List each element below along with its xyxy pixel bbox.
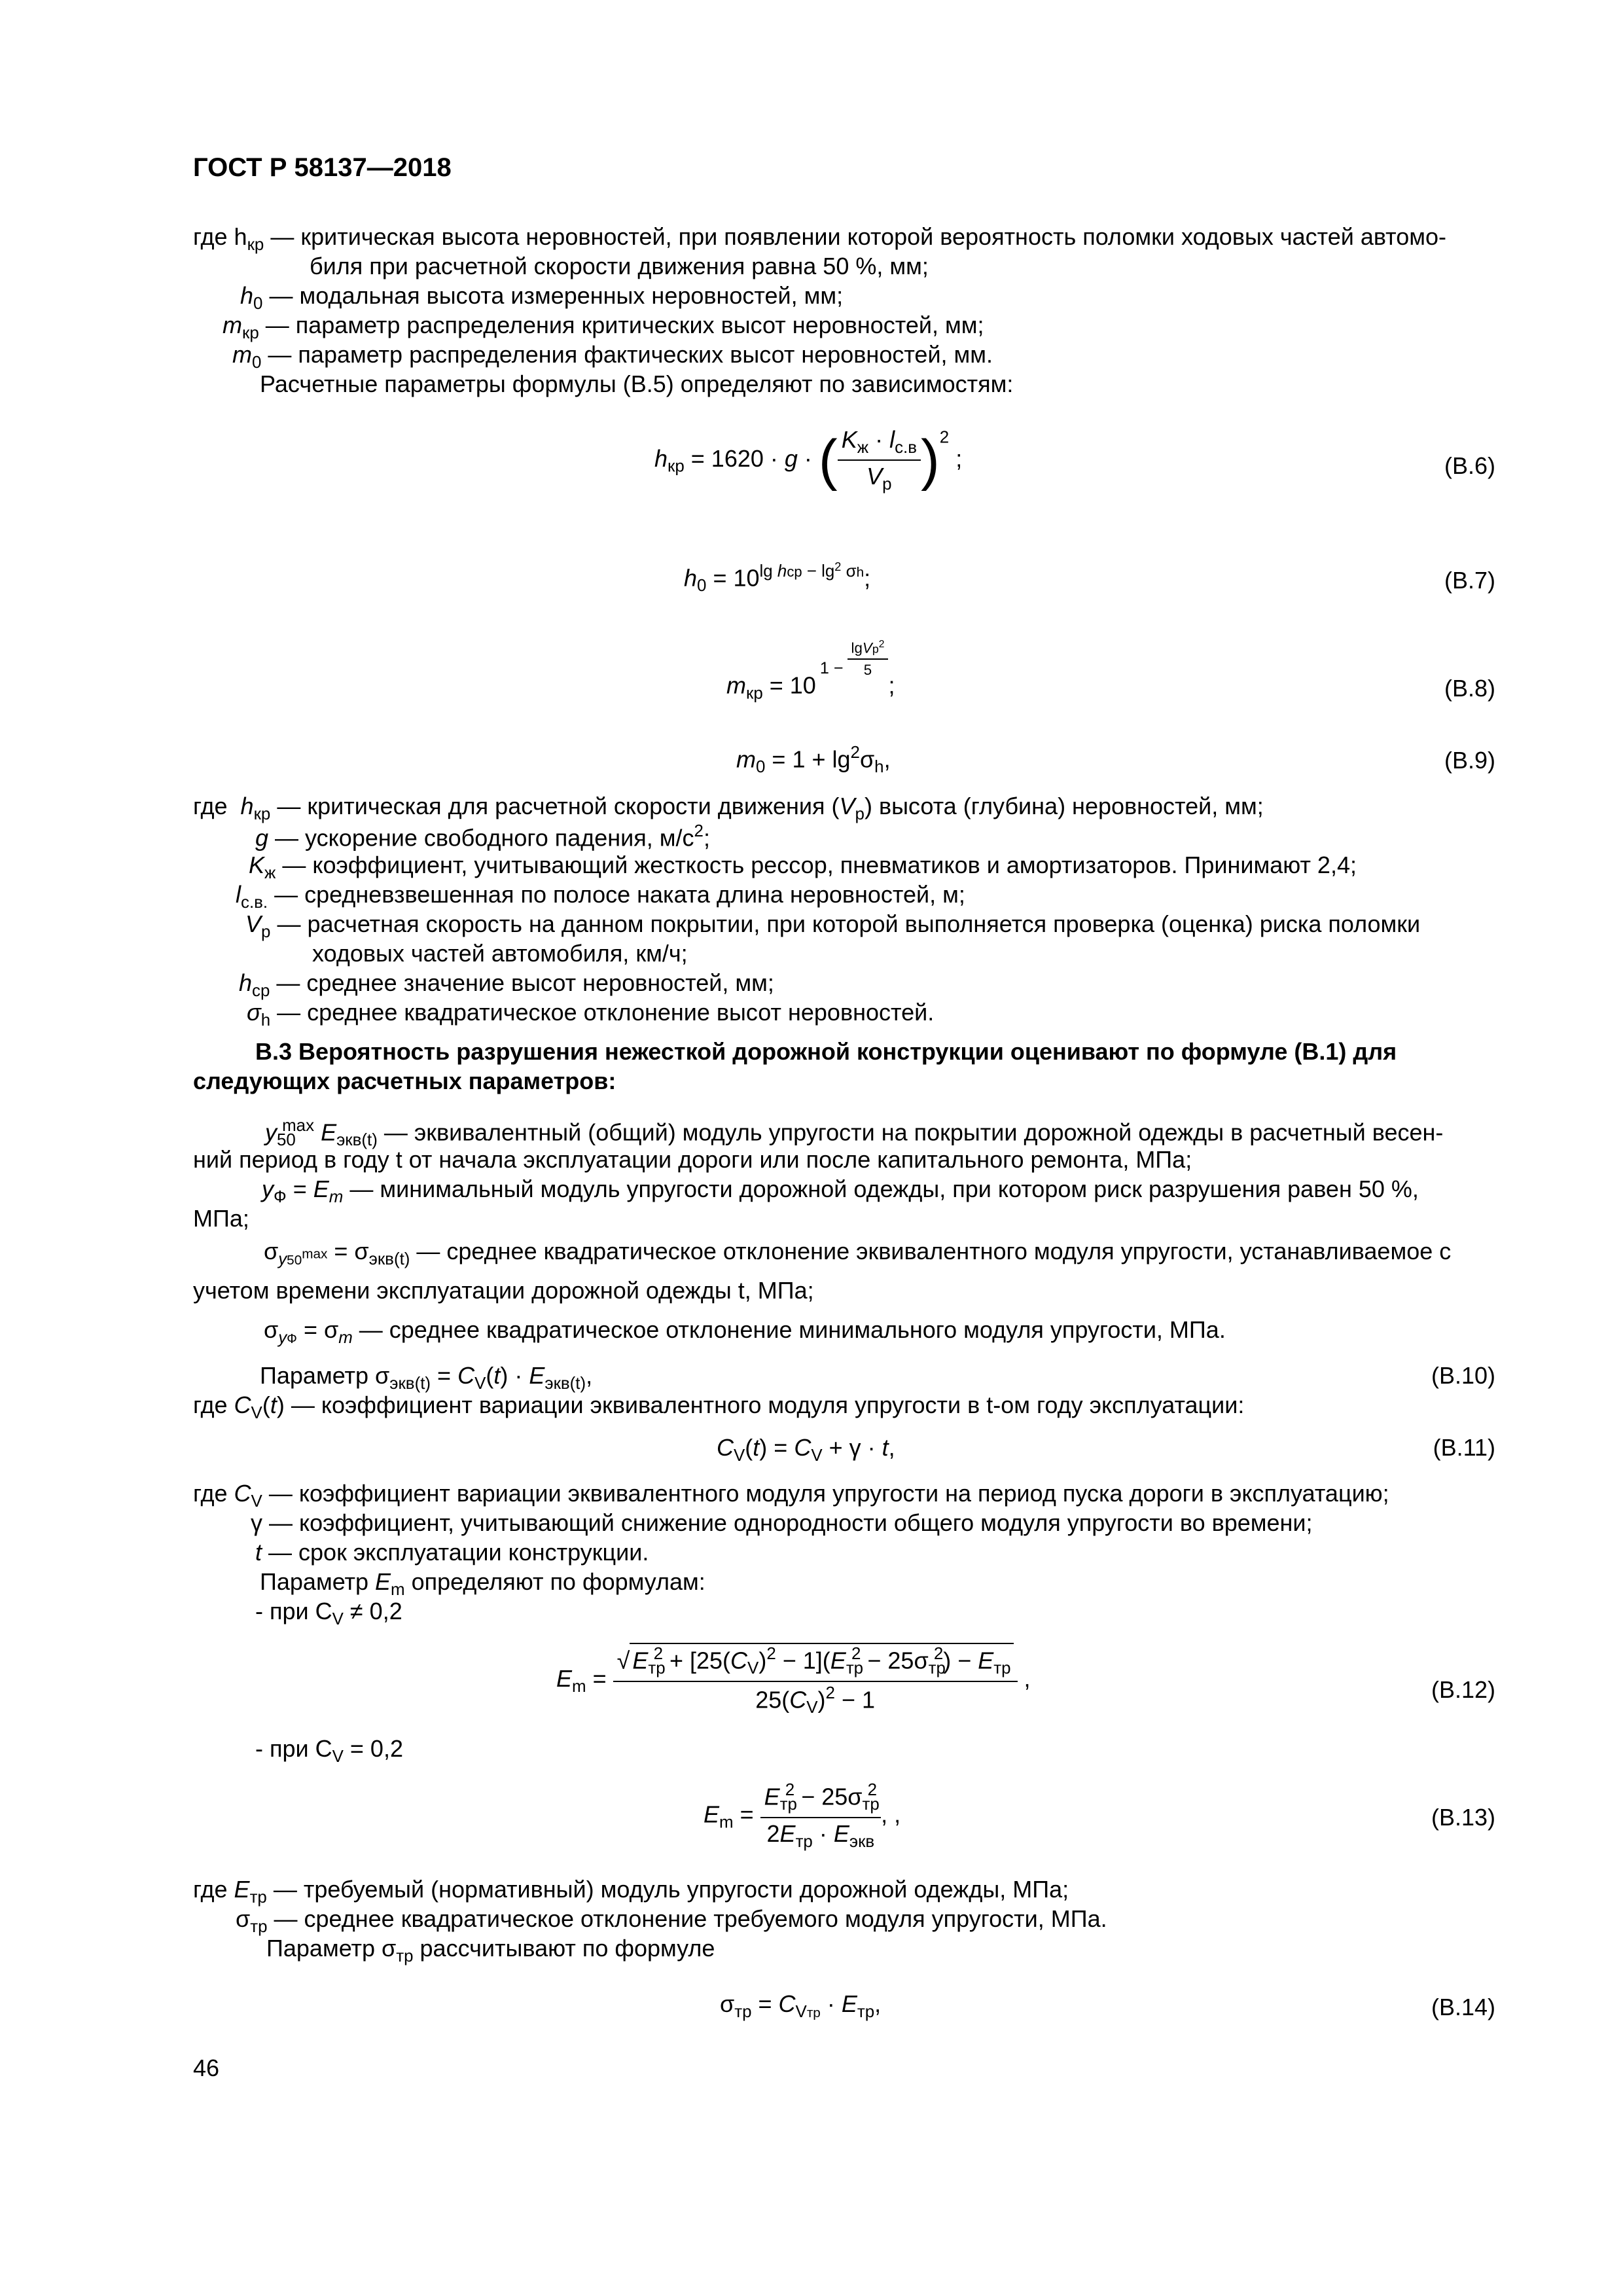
legend-line: $h_{ср}$ — среднее значение высот неровностей, мм; — [239, 969, 774, 1000]
formula-b14: $\sigma_{тр} = C_{Vтр} \cdot E_{тр}$, — [720, 1990, 882, 2021]
legend-line: где $h_{кр}$ — критическая высота неровностей, при появлении которой вероятность поломки ходовых частей автомо- — [193, 223, 1447, 254]
paragraph: $\sigma_{тр}$ — среднее квадратическое отклонение требуемого модуля упругости, МПа. — [236, 1905, 1107, 1936]
formula-number: (В.13) — [1431, 1804, 1495, 1831]
legend-line: биля при расчетной скорости движения равна 50 %, мм; — [310, 253, 929, 279]
legend-line: $m_{кр}$ — параметр распределения критических высот неровностей, мм; — [223, 312, 984, 342]
paragraph: учетом времени эксплуатации дорожной одежды t, МПа; — [193, 1277, 814, 1304]
document-header: ГОСТ Р 58137—2018 — [193, 153, 452, 182]
formula-b11: $C_V(t) = C_V + \gamma \cdot t$, — [717, 1434, 895, 1465]
formula-number: (В.10) — [1431, 1362, 1495, 1389]
paragraph: $\sigma_{y50^{max}} = \sigma_{экв(t)}$ — среднее квадратическое отклонение эквивалентного модуля упругости, устанавливаемое с — [264, 1238, 1452, 1268]
legend-line: Расчетные параметры формулы (В.5) определяют по зависимостям: — [260, 370, 1014, 397]
page-number: 46 — [193, 2054, 220, 2081]
paragraph: где $C_V(t)$ — коэффициент вариации эквивалентного модуля упругости в t-ом году эксплуатации: — [193, 1391, 1245, 1422]
legend-line: где $h_{кр}$ — критическая для расчетной скорости движения $(V_р)$ высота (глубина) неровностей, мм; — [193, 793, 1264, 823]
formula-b6: $h_{кр} = 1620 \cdot g$ · ( $\frac{K_ж \cdot l_{с.в}}{V_р}$ )$^2$ ; — [654, 426, 963, 494]
paragraph: - при $C_V \ne 0,2$ — [255, 1598, 402, 1628]
paragraph: $\sigma_{yФ} = \sigma_m$ — среднее квадратическое отклонение минимального модуля упругости, МПа. — [264, 1316, 1226, 1347]
paragraph: $y_{50}^{max}$ $E_{экв(t)}$ — эквивалентный (общий) модуль упругости на покрытии дорожной одежды в расчетный весен- — [265, 1117, 1444, 1150]
formula-b13: $E_m$ = $\frac{E_{тр}^2 - 25\sigma_{тр}^2}{2E_{тр} \cdot E_{экв}}$ , , — [704, 1781, 901, 1851]
section-heading: следующих расчетных параметров: — [193, 1067, 616, 1094]
legend-line: $m_0$ — параметр распределения фактических высот неровностей, мм. — [232, 341, 993, 372]
paragraph: Параметр $\sigma_{экв(t)} = C_V(t) \cdot E_{экв(t)}$, — [260, 1362, 593, 1393]
formula-number: (В.9) — [1444, 747, 1495, 774]
formula-b8: $m_{кр} = 10$ 1 − $\frac{\lg Vр^2}{5}$ ; — [726, 639, 895, 703]
formula-number: (В.11) — [1433, 1434, 1495, 1461]
legend-line: $K_ж$ — коэффициент, учитывающий жесткость рессор, пневматиков и амортизаторов. Принимают 2,4; — [249, 852, 1357, 882]
paragraph: - при $C_V = 0,2$ — [255, 1735, 403, 1766]
formula-number: (В.6) — [1444, 452, 1495, 479]
legend-line: $V_р$ — расчетная скорость на данном покрытии, при которой выполняется проверка (оценка) риска поломки — [245, 910, 1421, 941]
formula-number: (В.7) — [1444, 567, 1495, 594]
document-page — [193, 0, 1495, 2296]
formula-number: (В.14) — [1431, 1994, 1495, 2020]
paragraph: γ — коэффициент, учитывающий снижение однородности общего модуля упругости во времени; — [251, 1509, 1313, 1536]
formula-b9: $m_0 = 1 + \lg^2\sigma_h$, — [736, 744, 891, 777]
legend-line: $l_{с.в.}$ — средневзвешенная по полосе наката длина неровностей, м; — [236, 881, 965, 912]
formula-b12: $E_m$ = $\frac{√ E_{тр}^2 + [25(C_V)^2 - 1](E_{тр}^2 - 25\sigma_{тр}^2) - E_{тр}}{25(C_V)^2 - 1}$ , — [556, 1643, 1031, 1718]
paragraph: ний период в году t от начала эксплуатации дороги или после капитального ремонта, МПа; — [193, 1146, 1192, 1173]
paragraph: где $E_{тр}$ — требуемый (нормативный) модуль упругости дорожной одежды, МПа; — [193, 1876, 1069, 1907]
formula-b7: $h_0 = 10^{lg hср - lg^2 \sigma h}$; — [684, 560, 871, 596]
formula-number: (В.12) — [1431, 1676, 1495, 1703]
legend-line: ходовых частей автомобиля, км/ч; — [312, 940, 688, 967]
legend-line: g — ускорение свободного падения, $м/с^2$; — [255, 822, 710, 852]
paragraph: $y_Ф = E_m$ — минимальный модуль упругости дорожной одежды, при котором риск разрушения равен 50 %, — [262, 1175, 1419, 1206]
legend-line: $h_0$ — модальная высота измеренных неровностей, мм; — [240, 282, 844, 313]
section-heading: В.3 Вероятность разрушения нежесткой дорожной конструкции оценивают по формуле (В.1) для — [255, 1038, 1397, 1065]
formula-number: (В.8) — [1444, 675, 1495, 702]
paragraph: МПа; — [193, 1205, 249, 1232]
paragraph: где $C_V$ — коэффициент вариации эквивалентного модуля упругости на период пуска дороги в эксплуатацию; — [193, 1480, 1389, 1511]
paragraph: t — срок эксплуатации конструкции. — [255, 1539, 649, 1566]
paragraph: Параметр $\sigma_{тр}$ рассчитывают по формуле — [266, 1935, 715, 1965]
legend-line: $\sigma_h$ — среднее квадратическое отклонение высот неровностей. — [247, 999, 935, 1030]
paragraph: Параметр $E_m$ определяют по формулам: — [260, 1568, 705, 1599]
